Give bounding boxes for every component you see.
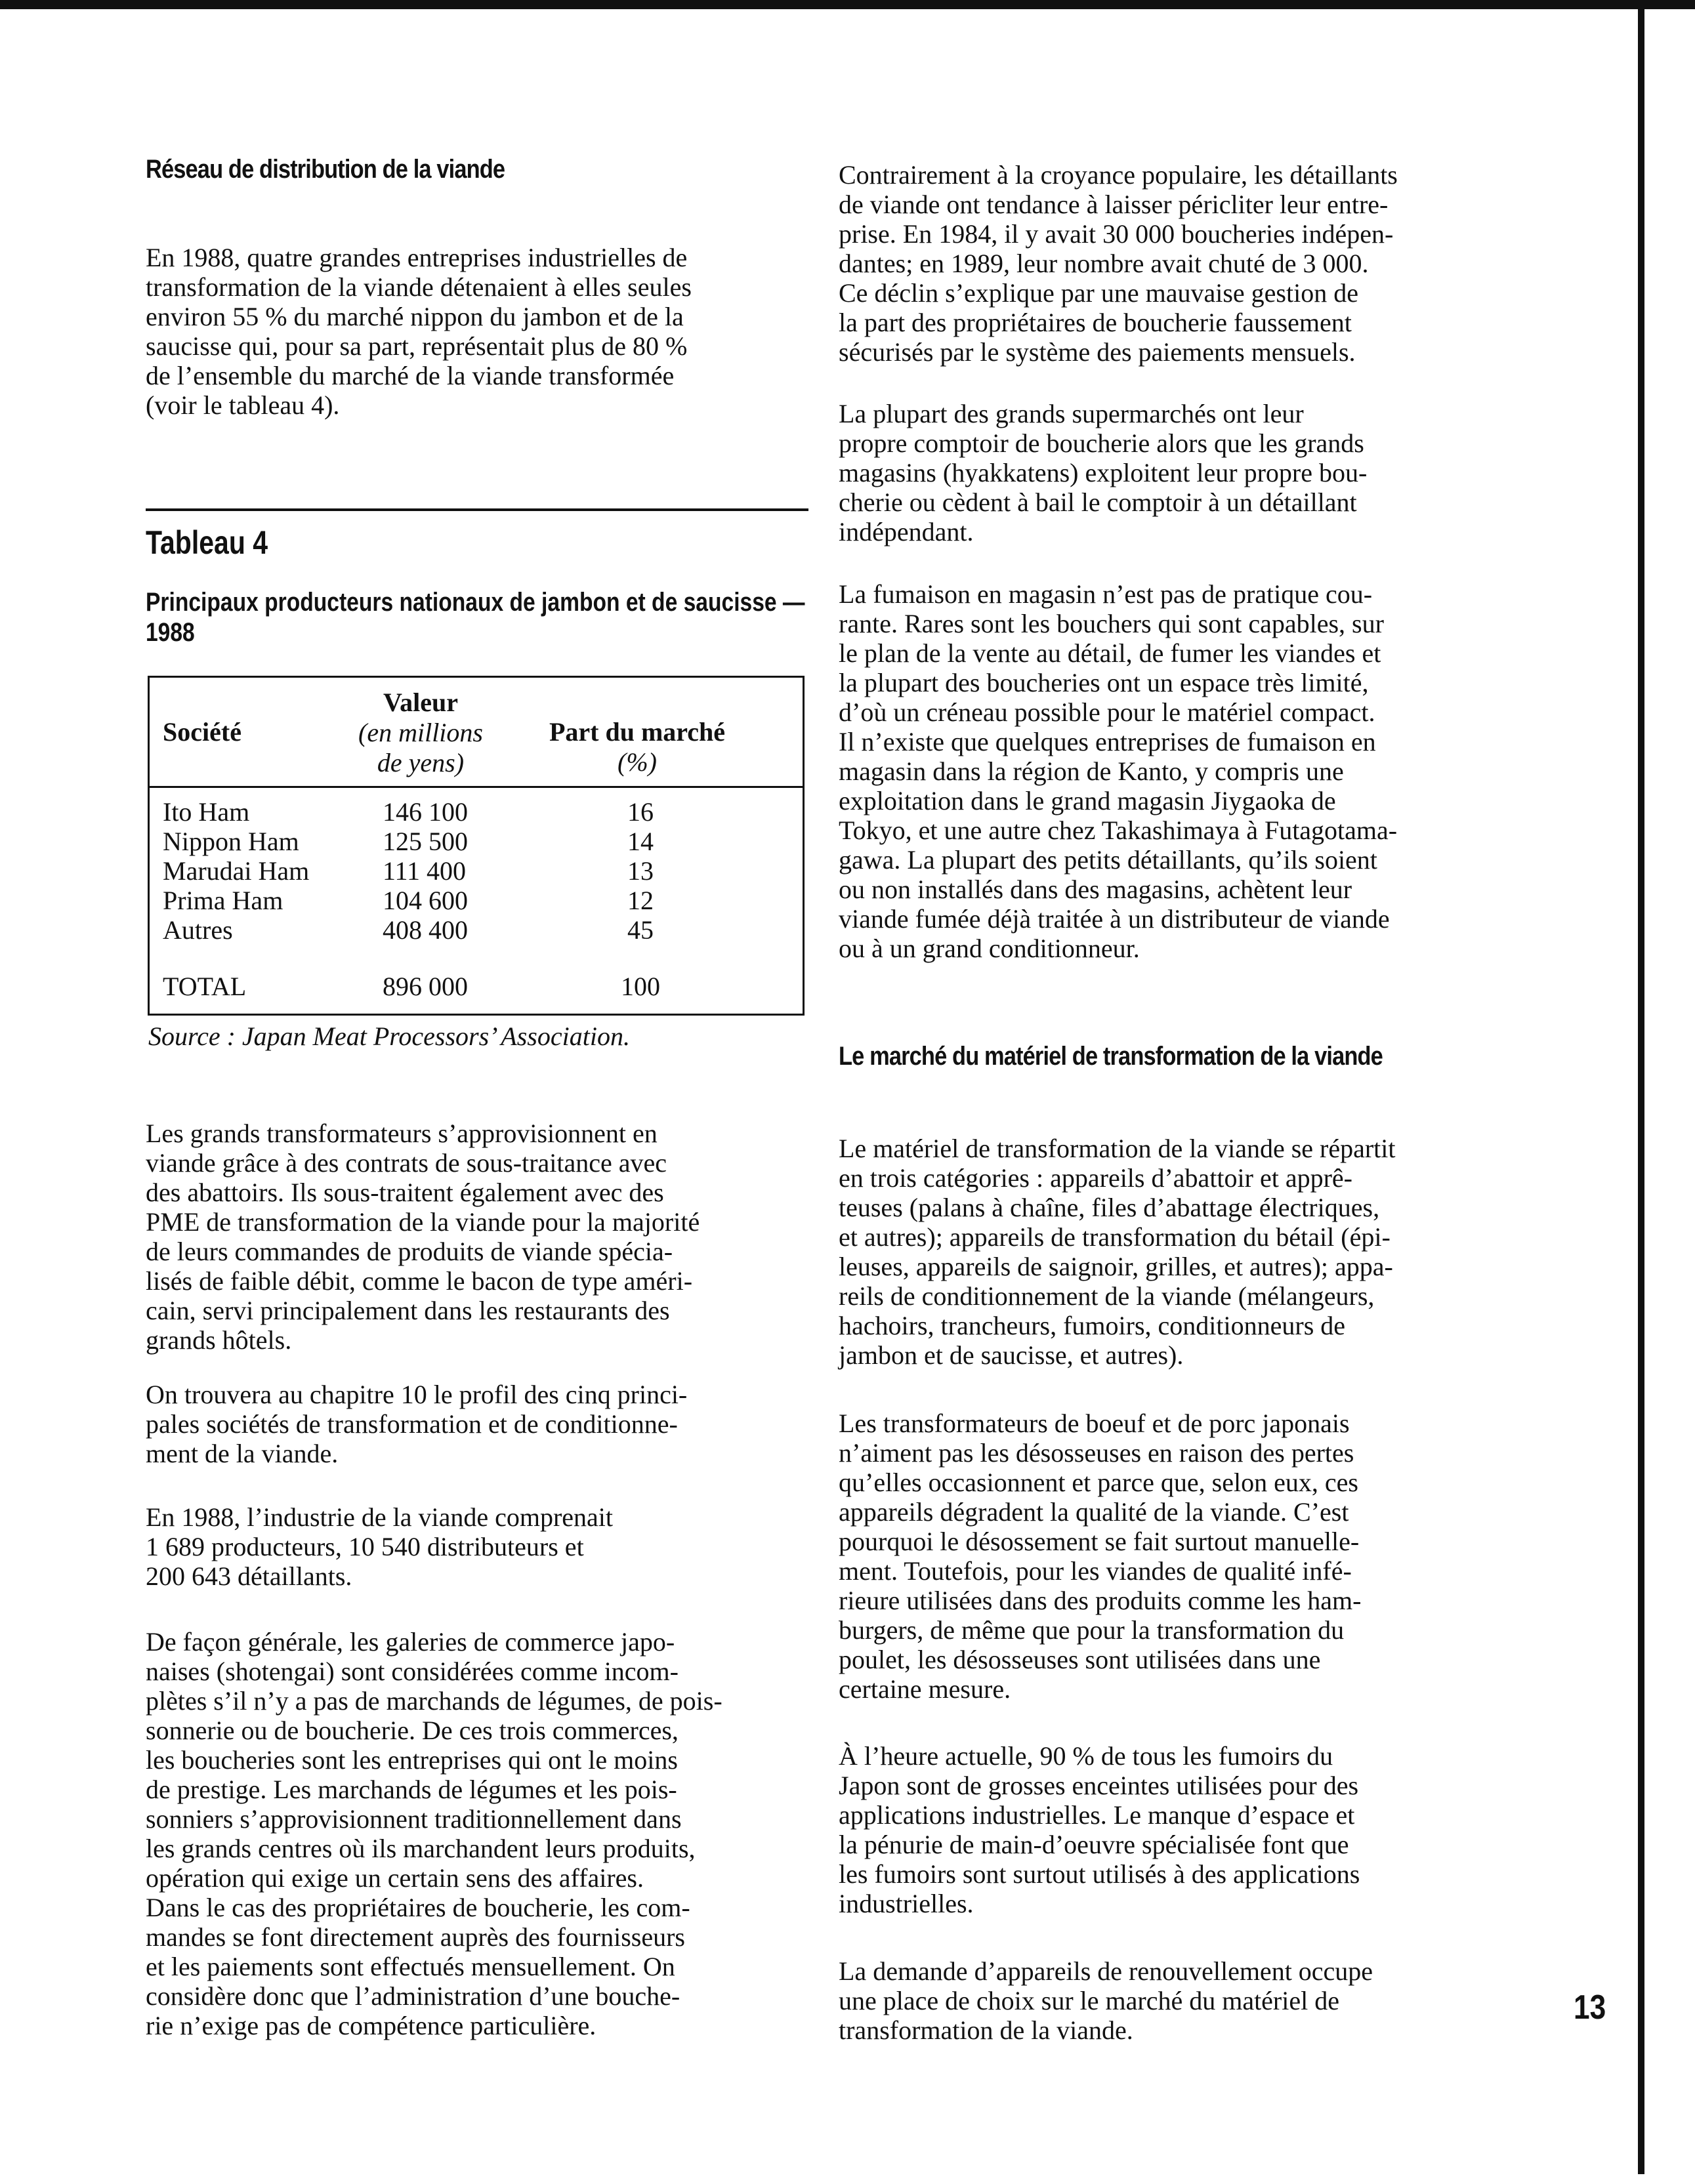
table-source: Source : Japan Meat Processors’ Association. — [148, 1021, 630, 1051]
cell-share: 14 — [627, 827, 654, 856]
paragraph-retail-1: Contrairement à la croyance populaire, les détaillants de viande ont tendance à laisser péricliter leur entre- prise. En 1984, il y avait 30 000 boucheries indépen- dantes; en 1989, leur nombre avait chuté de 3 000. Ce déclin s’explique par une mauvaise gestion de la part des propriétaires de boucherie faussement sécurisés par le système des paiements mensuels. — [839, 160, 1398, 367]
table-top-rule — [146, 508, 808, 511]
cell-value: 111 400 — [383, 856, 467, 886]
table-header-rule — [150, 786, 803, 788]
header-company: Société — [163, 717, 241, 747]
paragraph-retail-3: La fumaison en magasin n’est pas de pratique cou- rante. Rares sont les bouchers qui sont capables, sur le plan de la vente au détail, de fumer les viandes et la plupart des boucheries ont un espace très limité, d’où un créneau possible pour le matériel compact. Il n’existe que quelques entreprises de fumaison en magasin dans la région de Kanto, y compris une exploitation dans le grand magasin Jiygaoka de Tokyo, et une autre chez Takashimaya à Futagotama- gawa. La plupart des petits détaillants, qu’ils soient ou non installés dans des magasins, achètent leur viande fumée déjà traitée à un distributeur de viande ou à un grand conditionneur. — [839, 579, 1398, 963]
cell-company: Prima Ham — [163, 886, 283, 915]
cell-value: 146 100 — [383, 797, 468, 827]
cell-share: 100 — [621, 972, 660, 1001]
paragraph-distribution-3: On trouvera au chapitre 10 le profil des cinq princi- pales sociétés de transformation et de conditionne- ment de la viande. — [146, 1380, 688, 1468]
cell-company: TOTAL — [163, 972, 247, 1001]
page-number: 13 — [1574, 1988, 1606, 2027]
header-share-main: Part du marché — [549, 717, 726, 747]
cell-company: Autres — [163, 915, 233, 945]
right-border — [1638, 9, 1644, 2174]
cell-share: 45 — [627, 915, 654, 945]
header-value — [325, 688, 516, 778]
header-value-sub2: de yens) — [377, 748, 465, 777]
table-subtitle: Principaux producteurs nationaux de jambon et de saucisse — 1988 — [146, 588, 805, 647]
cell-share: 12 — [627, 886, 654, 915]
paragraph-equipment-3: À l’heure actuelle, 90 % de tous les fumoirs du Japon sont de grosses enceintes utilisées pour des applications industrielles. Le manque d’espace et la pénurie de main-d’oeuvre spécialisée font que les fumoirs sont surtout utilisés à des applications industrielles. — [839, 1741, 1360, 1918]
header-value-main: Valeur — [383, 688, 459, 717]
cell-value: 408 400 — [383, 915, 468, 945]
paragraph-equipment-4: La demande d’appareils de renouvellement occupe une place de choix sur le marché du matériel de transformation de la viande. — [839, 1956, 1373, 2045]
section-heading-distribution: Réseau de distribution de la viande — [146, 155, 505, 184]
cell-company: Marudai Ham — [163, 856, 310, 886]
paragraph-distribution-2: Les grands transformateurs s’approvisionnent en viande grâce à des contrats de sous-traitance avec des abattoirs. Ils sous-traitent également avec des PME de transformation de la viande pour la majorité de leurs commandes de produits de viande spécia- lisés de faible débit, comme le bacon de type améri- cain, servi principalement dans les restaurants des grands hôtels. — [146, 1119, 700, 1355]
cell-value: 104 600 — [383, 886, 468, 915]
cell-share: 13 — [627, 856, 654, 886]
section-heading-equipment: Le marché du matériel de transformation de la viande — [839, 1042, 1383, 1071]
cell-value: 896 000 — [383, 972, 468, 1001]
paragraph-equipment-2: Les transformateurs de boeuf et de porc japonais n’aiment pas les désosseuses en raison des pertes qu’elles occasionnent et parce que, selon eux, ces appareils dégradent la qualité de la viande. C’est pourquoi le désossement se fait surtout manuelle- ment. Toutefois, pour les viandes de qualité infé- rieure utilisées dans des produits comme les ham- burgers, de même que pour la transformation du poulet, les désosseuses sont utilisées dans une certaine mesure. — [839, 1409, 1362, 1704]
paragraph-distribution-1: En 1988, quatre grandes entreprises industrielles de transformation de la viande détenaient à elles seules environ 55 % du marché nippon du jambon et de la saucisse qui, pour sa part, représentait plus de 80 % de l’ensemble du marché de la viande transformée (voir le tableau 4). — [146, 243, 692, 420]
paragraph-retail-2: La plupart des grands supermarchés ont leur propre comptoir de boucherie alors que les grands magasins (hyakkatens) exploitent leur propre bou- cherie ou cèdent à bail le comptoir à un détaillant indépendant. — [839, 399, 1368, 546]
cell-company: Nippon Ham — [163, 827, 299, 856]
producers-table — [148, 676, 805, 1016]
header-share — [529, 717, 745, 777]
cell-value: 125 500 — [383, 827, 468, 856]
header-share-sub: (%) — [617, 747, 657, 777]
paragraph-equipment-1: Le matériel de transformation de la viande se répartit en trois catégories : appareils d’abattoir et apprê- teuses (palans à chaîne, files d’abattage électriques, et autres); appareils de transformation du bétail (épi- leuses, appareils de saignoir, grilles, et autres); appa- reils de conditionnement de la viande (mélangeurs, hachoirs, trancheurs, fumoirs, conditionneurs de jambon et de saucisse, et autres). — [839, 1134, 1396, 1370]
header-value-sub1: (en millions — [358, 718, 483, 747]
cell-share: 16 — [627, 797, 654, 827]
paragraph-distribution-4: En 1988, l’industrie de la viande comprenait 1 689 producteurs, 10 540 distributeurs et 200 643 détaillants. — [146, 1502, 614, 1591]
paragraph-distribution-5: De façon générale, les galeries de commerce japo- naises (shotengai) sont considérées comme incom- plètes s’il n’y a pas de marchands de légumes, de pois- sonnerie ou de boucherie. De ces trois commerces, les boucheries sont les entreprises qui ont le moins de prestige. Les marchands de légumes et les pois- sonniers s’approvisionnent traditionnellement dans les grands centres où ils marchandent leurs produits, opération qui exige un certain sens des affaires. Dans le cas des propriétaires de boucherie, les com- mandes se font directement auprès des fournisseurs et les paiements sont effectués mensuellement. On considère donc que l’administration d’une bouche- rie n’exige pas de compétence particulière. — [146, 1627, 722, 2040]
top-border — [0, 0, 1695, 9]
cell-company: Ito Ham — [163, 797, 250, 827]
table-title: Tableau 4 — [146, 524, 268, 561]
